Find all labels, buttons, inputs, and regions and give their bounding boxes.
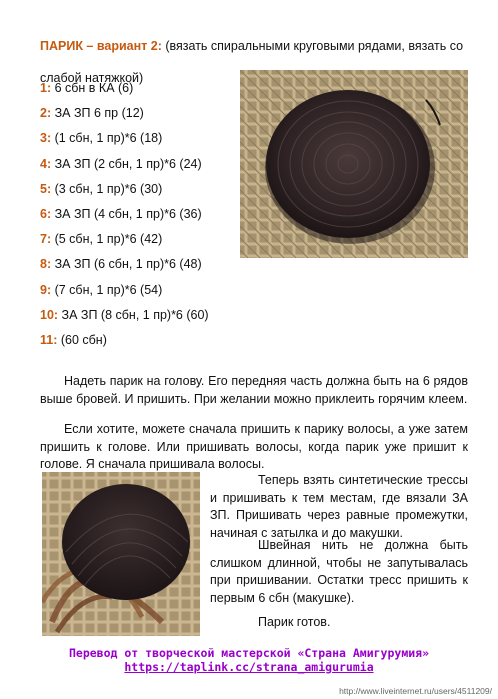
credit-link[interactable]: https://taplink.cc/strana_amigurumia xyxy=(124,660,374,674)
row-number: 2: xyxy=(40,106,52,121)
row-text: (5 сбн, 1 пр)*6 (42) xyxy=(51,232,163,247)
row-text: 6 сбн в КА (6) xyxy=(51,81,134,95)
paragraph-attach-wig: Надеть парик на голову. Его передняя часть должна быть на 6 рядов выше бровей. И пришить. При желании можно приклеить горячим клеем. xyxy=(40,374,468,406)
row-text: ЗА ЗП (2 сбн, 1 пр)*6 (24) xyxy=(51,156,202,171)
row-number: 5: xyxy=(40,181,52,196)
row-number: 9: xyxy=(40,282,52,297)
row-6 xyxy=(40,206,240,231)
paragraph-thread-length: Швейная нить не должна быть слишком длинной, чтобы не запутывалась при пришивании. Остатки тресс пришить к первым 6 сбн (макушке). xyxy=(210,538,468,605)
paragraph-hair-order: Если хотите, можете сначала пришить к парику волосы, а уже затем пришить к голове. Или пришивать волосы, когда парик уже пришит к голове. Я сначала пришивала волосы. xyxy=(40,422,468,471)
row-text: (7 сбн, 1 пр)*6 (54) xyxy=(51,282,163,297)
row-text: ЗА ЗП 6 пр (12) xyxy=(51,106,144,121)
row-5 xyxy=(40,181,240,206)
row-number: 4: xyxy=(40,156,52,171)
row-text: ЗА ЗП (8 сбн, 1 пр)*6 (60) xyxy=(58,307,209,322)
row-11 xyxy=(40,332,240,357)
row-text: (3 сбн, 1 пр)*6 (30) xyxy=(51,181,163,196)
row-3 xyxy=(40,130,240,155)
row-1 xyxy=(40,80,240,105)
row-number: 7: xyxy=(40,232,52,247)
row-text: ЗА ЗП (6 сбн, 1 пр)*6 (48) xyxy=(51,257,202,272)
row-text: (1 сбн, 1 пр)*6 (18) xyxy=(51,131,163,146)
row-2 xyxy=(40,105,240,130)
credit-line: Перевод от творческой мастерской «Страна Амигурумия» xyxy=(68,646,430,660)
row-text: (60 сбн) xyxy=(57,332,107,347)
row-9 xyxy=(40,282,240,307)
title-rest: (вязать спиральными круговыми рядами, вязать со слабой натяжкой) xyxy=(40,39,464,85)
row-number: 10: xyxy=(40,307,59,322)
translation-credit xyxy=(0,646,498,674)
row-number: 11: xyxy=(40,332,58,347)
row-number: 6: xyxy=(40,206,52,221)
row-number: 8: xyxy=(40,257,52,272)
title-accent: ПАРИК – вариант 2: xyxy=(40,39,162,53)
row-7 xyxy=(40,231,240,256)
row-number: 1: xyxy=(40,81,52,95)
row-10 xyxy=(40,307,240,332)
paragraph-finished: Парик готов. xyxy=(258,615,331,629)
paragraph-sew-tresses: Теперь взять синтетические трессы и пришивать к тем местам, где вязали ЗА ЗП. Пришивать через равные промежутки, начиная с затылка и до макушки. xyxy=(210,473,468,540)
row-4 xyxy=(40,156,240,181)
row-8 xyxy=(40,256,240,281)
row-text: ЗА ЗП (4 сбн, 1 пр)*6 (36) xyxy=(51,206,202,221)
source-watermark: http://www.liveinternet.ru/users/4511209/ xyxy=(339,686,492,696)
pattern-rows xyxy=(40,80,240,357)
wig-side-photo xyxy=(42,472,200,636)
row-number: 3: xyxy=(40,131,52,146)
wig-top-photo xyxy=(240,70,468,258)
